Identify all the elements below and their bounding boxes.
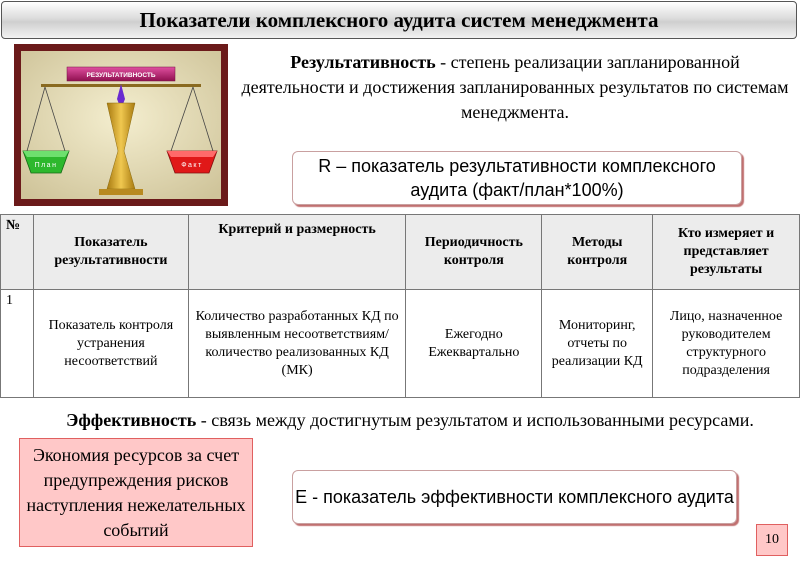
cell-number: 1	[1, 290, 34, 398]
economy-note-text: Экономия ресурсов за счет предупреждения рисков наступления нежелательных событий	[26, 444, 246, 540]
cell-periodicity: Ежегодно Ежеквартально	[406, 290, 542, 398]
formula-r-box	[292, 151, 742, 205]
effectiveness-text: - степень реализации запланированной деятельности и достижения запланированных результатов по системам менеджмента.	[241, 52, 789, 122]
economy-note-box	[19, 438, 253, 547]
beam-label: РЕЗУЛЬТАТИВНОСТЬ	[86, 72, 156, 79]
header-responsible: Кто измеряет и представляет результаты	[653, 215, 800, 290]
header-indicator: Показатель результативности	[33, 215, 188, 290]
header-number: №	[1, 215, 34, 290]
cell-criterion: Количество разработанных КД по выявленным несоответствиям/ количество реализованных КД (МК)	[188, 290, 406, 398]
effectiveness-definition	[240, 50, 790, 125]
slide-title-bar	[1, 1, 797, 39]
scale-base	[99, 189, 143, 195]
right-pan-label: Факт	[181, 162, 203, 169]
header-periodicity: Периодичность контроля	[406, 215, 542, 290]
efficiency-definition	[40, 408, 780, 433]
scales-illustration	[14, 44, 228, 206]
formula-r-text: R – показатель результативности комплексного аудита (факт/план*100%)	[318, 156, 716, 200]
cell-methods: Мониторинг, отчеты по реализации КД	[542, 290, 653, 398]
formula-e-text: Е - показатель эффективности комплексного аудита	[295, 487, 734, 507]
header-criterion: Критерий и размерность	[188, 215, 406, 290]
efficiency-text: - связь между достигнутым результатом и использованными ресурсами.	[196, 410, 754, 430]
table-header-row	[1, 215, 800, 290]
slide-title: Показатели комплексного аудита систем менеджмента	[139, 7, 659, 32]
cell-indicator: Показатель контроля устранения несоответствий	[33, 290, 188, 398]
formula-e-box	[292, 470, 737, 524]
balance-scale-image	[21, 51, 221, 199]
audit-indicators-table	[0, 214, 800, 398]
efficiency-term: Эффективность	[66, 410, 197, 430]
header-methods: Методы контроля	[542, 215, 653, 290]
table-row	[1, 290, 800, 398]
page-number: 10	[756, 524, 788, 556]
left-pan-label: План	[34, 162, 58, 169]
cell-responsible: Лицо, назначенное руководителем структурного подразделения	[653, 290, 800, 398]
effectiveness-term: Результативность	[290, 52, 436, 72]
